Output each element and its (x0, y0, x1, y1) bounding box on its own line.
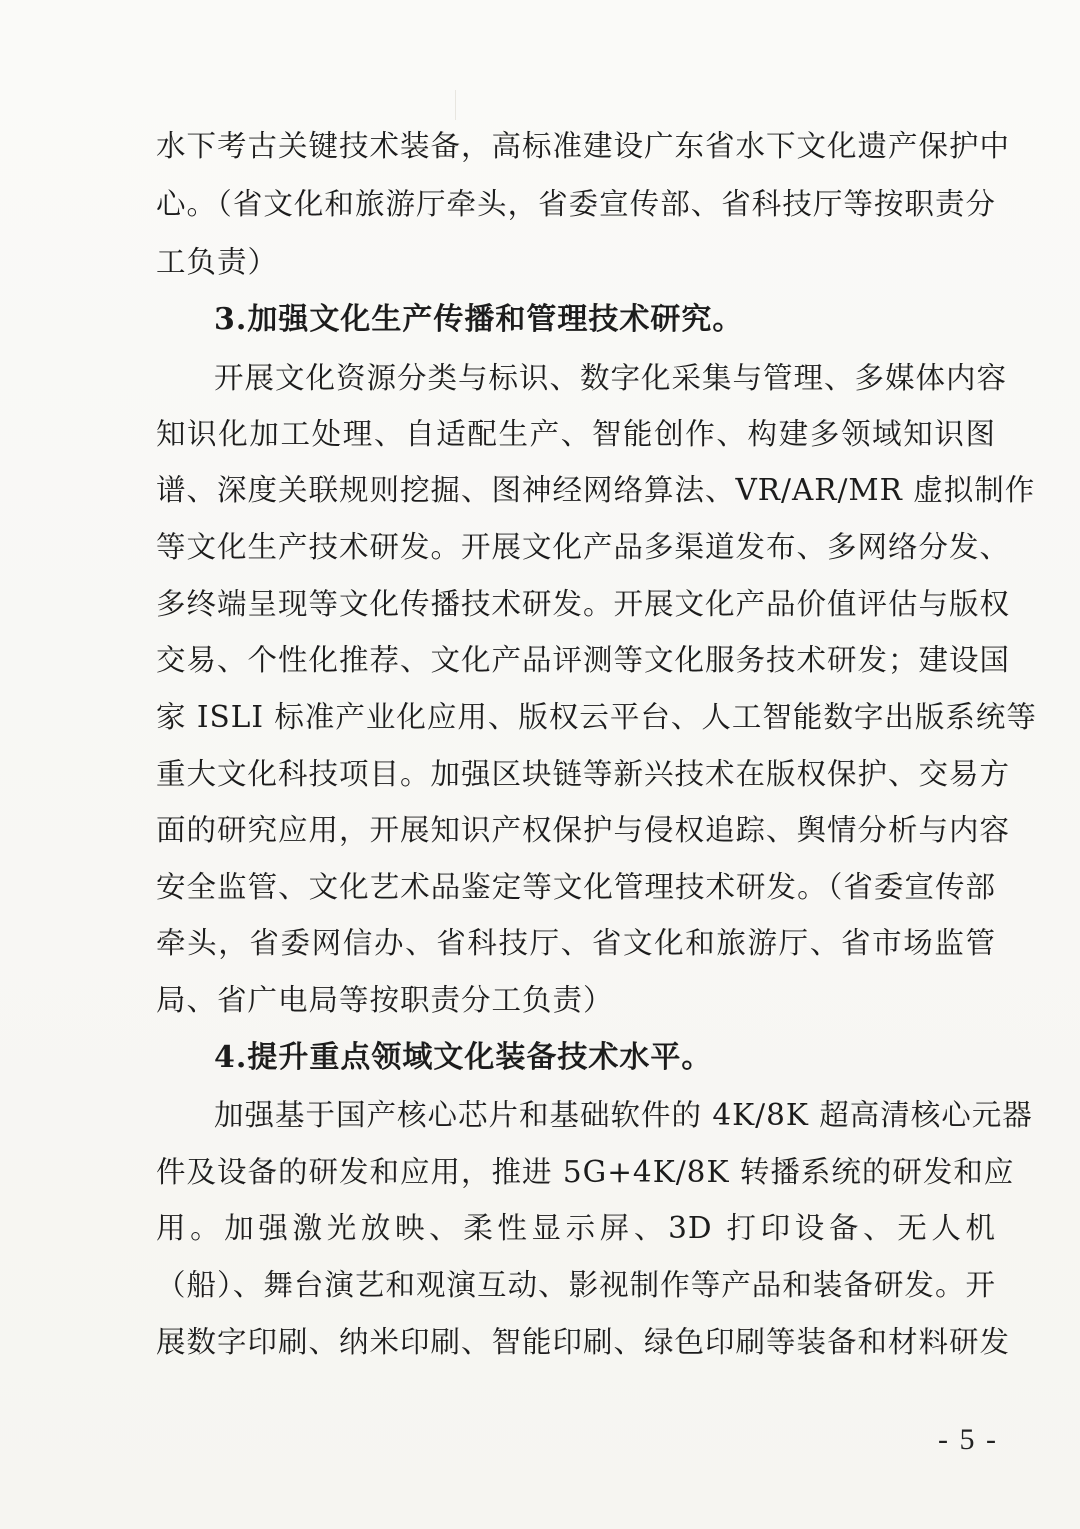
body-line: 多终端呈现等文化传播技术研发。开展文化产品价值评估与版权 (156, 587, 1011, 621)
body-line: 心。（省文化和旅游厅牵头，省委宣传部、省科技厅等按职责分 (156, 187, 996, 221)
body-line: 局、省广电局等按职责分工负责） (156, 983, 614, 1017)
section-heading-3: 3.加强文化生产传播和管理技术研究。 (214, 302, 744, 337)
body-line: 水下考古关键技术装备，高标准建设广东省水下文化遗产保护中 (156, 129, 1011, 163)
body-line: 重大文化科技项目。加强区块链等新兴技术在版权保护、交易方 (156, 757, 1011, 791)
section-heading-4: 4.提升重点领域文化装备技术水平。 (214, 1040, 713, 1075)
paragraph-first-line: 开展文化资源分类与标识、数字化采集与管理、多媒体内容 (214, 361, 1008, 395)
paragraph-first-line: 加强基于国产核心芯片和基础软件的 4K/8K 超高清核心元器 (214, 1098, 1033, 1132)
body-line: 安全监管、文化艺术品鉴定等文化管理技术研发。（省委宣传部 (156, 870, 996, 904)
body-line: 家 ISLI 标准产业化应用、版权云平台、人工智能数字出版系统等 (156, 700, 1037, 734)
scan-artifact (455, 90, 456, 120)
body-line: 面的研究应用，开展知识产权保护与侵权追踪、舆情分析与内容 (156, 813, 1011, 847)
body-line: 牵头，省委网信办、省科技厅、省文化和旅游厅、省市场监管 (156, 926, 996, 960)
page-number: - 5 - (938, 1423, 998, 1456)
body-line: 展数字印刷、纳米印刷、智能印刷、绿色印刷等装备和材料研发 (156, 1325, 1011, 1359)
body-line: 用。加强激光放映、柔性显示屏、3D 打印设备、无人机 (156, 1211, 996, 1245)
body-line: （船）、舞台演艺和观演互动、影视制作等产品和装备研发。开 (156, 1268, 996, 1302)
body-line: 等文化生产技术研发。开展文化产品多渠道发布、多网络分发、 (156, 530, 1011, 564)
body-line: 交易、个性化推荐、文化产品评测等文化服务技术研发；建设国 (156, 643, 1011, 677)
body-line: 件及设备的研发和应用，推进 5G+4K/8K 转播系统的研发和应 (156, 1155, 1015, 1189)
body-line: 谱、深度关联规则挖掘、图神经网络算法、VR/AR/MR 虚拟制作 (156, 473, 1036, 507)
body-line: 工负责） (156, 245, 279, 279)
body-line: 知识化加工处理、自适配生产、智能创作、构建多领域知识图 (156, 417, 996, 451)
